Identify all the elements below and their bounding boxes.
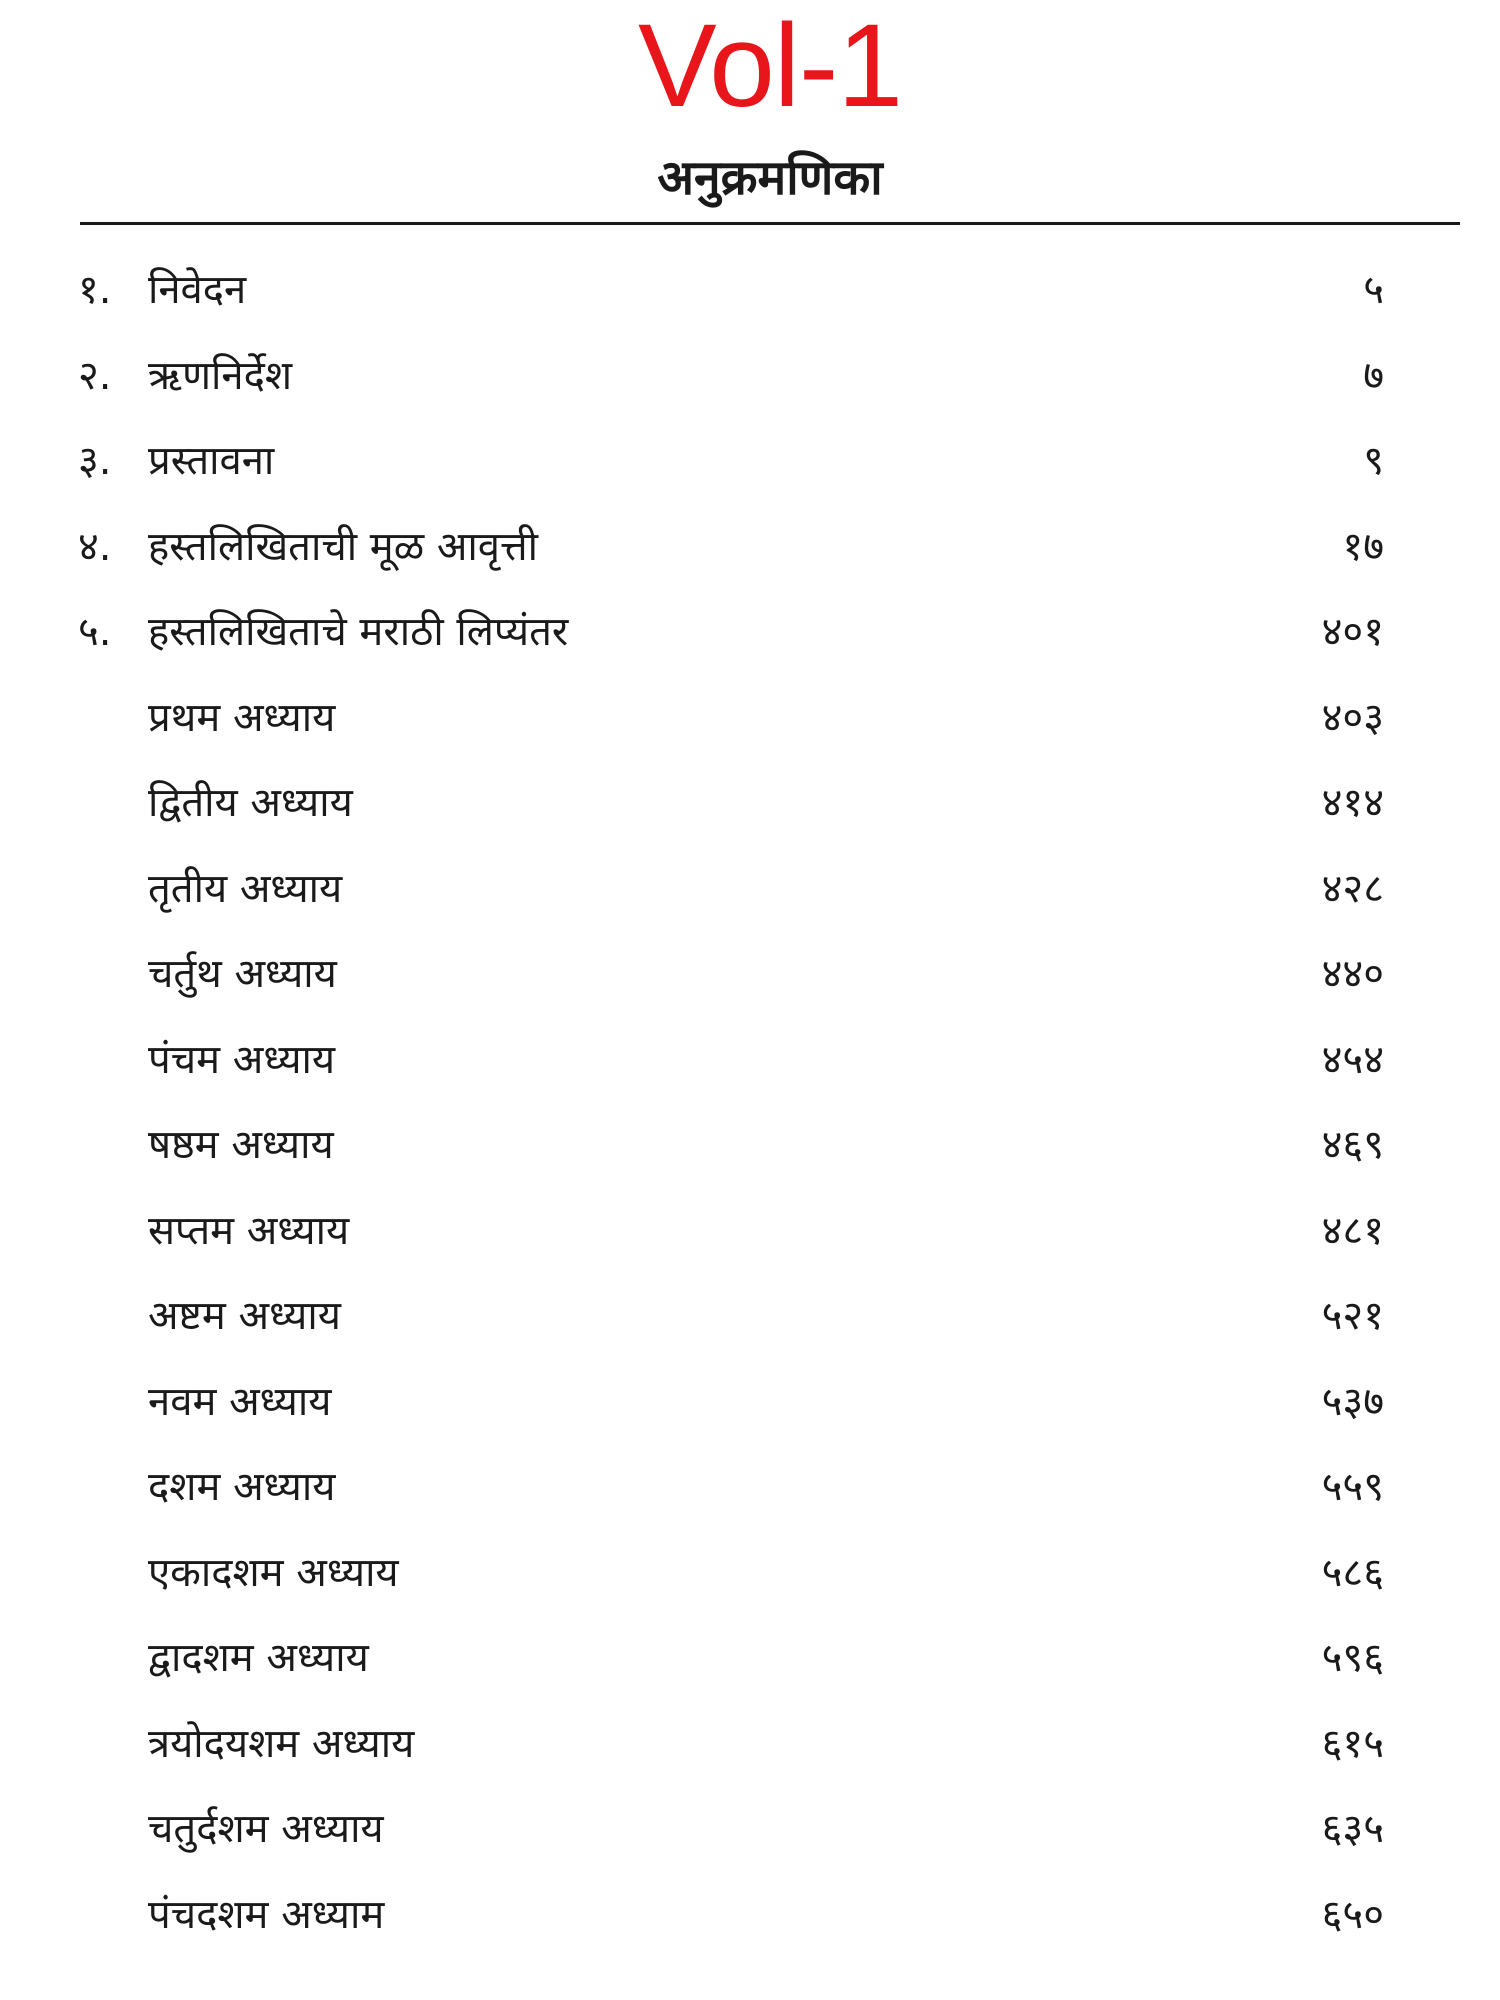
toc-entry-page: ४५४ — [1321, 1036, 1384, 1083]
toc-entry-title: प्रथम अध्याय — [148, 694, 336, 741]
toc-entry-title: पंचदशम अध्याम — [148, 1891, 385, 1938]
toc-entry-title: षष्ठम अध्याय — [148, 1122, 334, 1168]
toc-entry — [0, 932, 1500, 1018]
toc-entry-title: प्रस्तावना — [148, 438, 275, 484]
toc-entry-number: ५. — [78, 609, 112, 655]
toc-entry-page: ५२१ — [1321, 1293, 1384, 1339]
toc-entry-page: ९ — [1363, 438, 1384, 484]
title-divider — [80, 222, 1460, 225]
toc-entry — [0, 761, 1500, 847]
toc-entry-page: १७ — [1342, 523, 1384, 570]
toc-entry — [0, 1274, 1500, 1360]
toc-entry-page: ६५० — [1321, 1891, 1384, 1938]
toc-entry-number: १. — [78, 267, 112, 313]
toc-entry-page: ५ — [1363, 267, 1384, 313]
toc-entry — [0, 1103, 1500, 1189]
toc-entry-page: ४८१ — [1321, 1207, 1384, 1254]
toc-entry-page: ५५९ — [1321, 1464, 1384, 1510]
toc-entry — [0, 1702, 1500, 1788]
toc-entry-title: सप्तम अध्याय — [148, 1207, 350, 1254]
toc-entry — [0, 505, 1500, 591]
toc-entry — [0, 334, 1500, 420]
toc-entry-title: हस्तलिखिताचे मराठी लिप्यंतर — [148, 609, 569, 655]
toc-entry-page: ५३७ — [1321, 1378, 1384, 1425]
toc-entry-title: ऋणनिर्देश — [148, 352, 293, 399]
toc-entry — [0, 419, 1500, 505]
toc-entry-title: पंचम अध्याय — [148, 1036, 336, 1083]
toc-entry-title: निवेदन — [148, 267, 247, 313]
toc-entry — [0, 248, 1500, 334]
toc-entry — [0, 1360, 1500, 1446]
toc-entry — [0, 1189, 1500, 1275]
toc-entry-number: ४. — [78, 523, 112, 570]
page-title: अनुक्रमणिका — [657, 150, 883, 206]
toc-entry-number: ३. — [78, 438, 112, 484]
volume-label: Vol-1 — [638, 0, 902, 132]
toc-entry-title: अष्टम अध्याय — [148, 1293, 341, 1339]
toc-entry-title: हस्तलिखिताची मूळ आवृत्ती — [148, 523, 538, 570]
toc-entry-page: ६१५ — [1321, 1720, 1384, 1767]
toc-entry — [0, 1445, 1500, 1531]
toc-entry — [0, 1873, 1500, 1959]
table-of-contents — [0, 248, 1500, 1958]
toc-entry — [0, 1018, 1500, 1104]
toc-entry-title: चतुर्दशम अध्याय — [148, 1806, 384, 1852]
toc-entry-page: ६३५ — [1321, 1806, 1384, 1852]
toc-entry-title: नवम अध्याय — [148, 1378, 332, 1425]
toc-entry-title: चर्तुथ अध्याय — [148, 951, 337, 997]
toc-entry-number: २. — [78, 352, 112, 399]
toc-entry — [0, 1787, 1500, 1873]
toc-entry — [0, 676, 1500, 762]
toc-entry-page: ४०१ — [1321, 609, 1384, 655]
toc-entry-page: ४२८ — [1321, 865, 1384, 912]
toc-entry-page: ४६९ — [1321, 1122, 1384, 1168]
toc-entry — [0, 1616, 1500, 1702]
toc-entry-page: ४१४ — [1321, 780, 1384, 826]
toc-entry-page: ५८६ — [1321, 1549, 1384, 1596]
toc-entry-title: दशम अध्याय — [148, 1464, 336, 1510]
toc-entry-page: ५९६ — [1321, 1635, 1384, 1681]
toc-entry-title: तृतीय अध्याय — [148, 865, 343, 912]
toc-entry-title: द्वादशम अध्याय — [148, 1635, 369, 1681]
toc-entry — [0, 1531, 1500, 1617]
toc-entry-title: द्वितीय अध्याय — [148, 780, 353, 826]
toc-entry-title: त्रयोदयशम अध्याय — [148, 1720, 415, 1767]
toc-entry — [0, 847, 1500, 933]
toc-entry-title: एकादशम अध्याय — [148, 1549, 399, 1596]
toc-entry-page: ४४० — [1321, 951, 1384, 997]
toc-entry — [0, 590, 1500, 676]
toc-entry-page: ४०३ — [1321, 694, 1384, 741]
toc-entry-page: ७ — [1363, 352, 1384, 399]
